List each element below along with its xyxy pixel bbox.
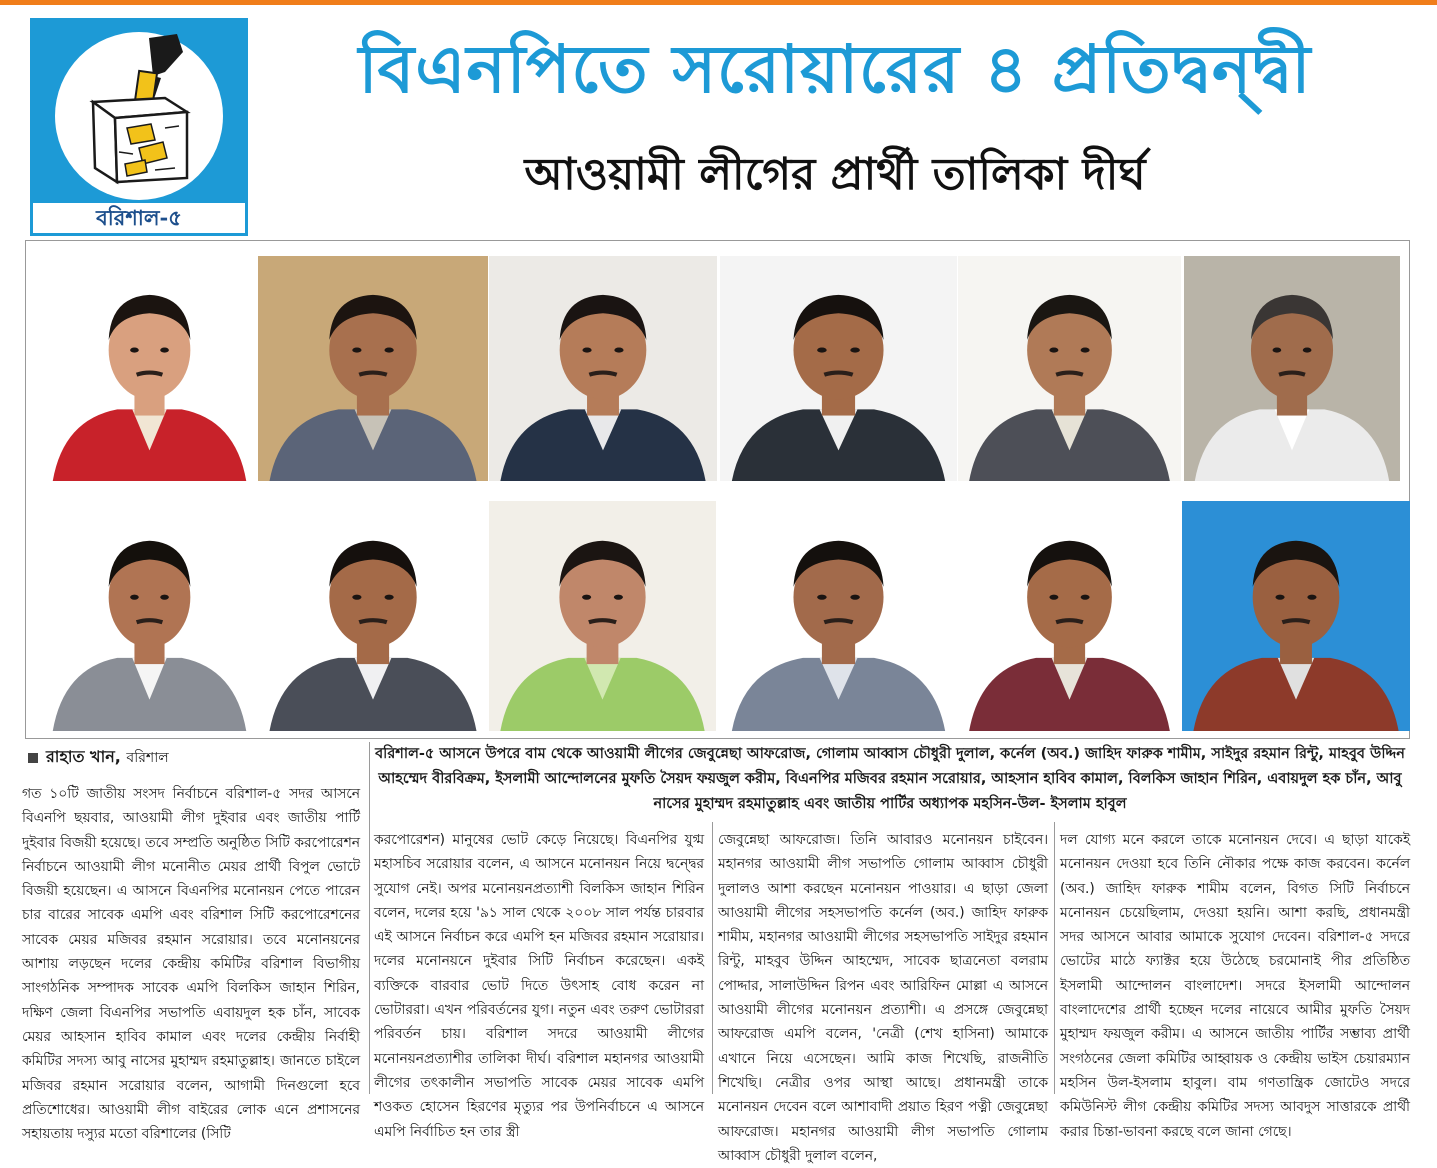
article-column-1	[22, 782, 360, 1143]
photo-4	[720, 256, 957, 481]
photo-9	[489, 501, 716, 731]
photo-6	[1184, 256, 1400, 481]
section-logo	[30, 18, 248, 236]
photo-8	[258, 501, 488, 731]
photo-7	[42, 501, 257, 731]
article-column-2	[374, 828, 704, 1140]
article-paragraph: করপোরেশন) মানুষের ভোট কেড়ে নিয়েছে। বিএনপির যুগ্ম মহাসচিব সরোয়ার বলেন, এ আসনে মনোনয়ন নিয়ে দ্বন্দ্বের সুযোগ নেই। অপর মনোনয়নপ্রত্যাশী বিলকিস জাহান শিরিন বলেন, দলের হয়ে '৯১ সাল থেকে ২০০৮ সাল পর্যন্ত চারবার এই আসনে নির্বাচন করে এমপি হন মজিবর রহমান সরোয়ার। দলের মনোনয়নে দুইবার সিটি নির্বাচন করেছেন। একই ব্যক্তিকে বারবার ভোট দিতে উৎসাহ বোধ করেন না ভোটাররা। এখন পরিবর্তনের যুগ। নতুন এবং তরুণ ভোটাররা পরিবর্তন চায়। বরিশাল সদরে আওয়ামী লীগের মনোনয়নপ্রত্যাশীর তালিকা দীর্ঘ। বরিশাল মহানগর আওয়ামী লীগের তৎকালীন সভাপতি সাবেক মেয়র সাবেক এমপি শওকত হোসেন হিরণের মৃত্যুর পর উপনির্বাচনে এ আসনে এমপি নির্বাচিত হন তার স্ত্রী	[374, 832, 704, 1140]
article-column-3	[718, 828, 1048, 1164]
photo-1	[42, 256, 257, 481]
top-accent-rule	[0, 0, 1437, 5]
column-divider	[369, 742, 370, 1094]
article-paragraph: গত ১০টি জাতীয় সংসদ নির্বাচনে বরিশাল-৫ সদর আসনে বিএনপি ছয়বার, আওয়ামী লীগ দুইবার এবং জাতীয় পার্টি দুইবার বিজয়ী হয়েছে। তবে সম্প্রতি অনুষ্ঠিত সিটি করপোরেশন নির্বাচনে আওয়ামী লীগ মনোনীত মেয়র প্রার্থী বিপুল ভোটে বিজয়ী হয়েছেন। এ আসনে বিএনপির মনোনয়ন পেতে পারেন চার বারের সাবেক এমপি এবং বরিশাল সিটি করপোরেশনের সাবেক মেয়র মজিবর রহমান সরোয়ার। তবে মনোনয়নের আশায় লড়ছেন দলের কেন্দ্রীয় কমিটির বরিশাল বিভাগীয় সাংগঠনিক সম্পাদক সাবেক এমপি বিলকিস জাহান শিরিন, দক্ষিণ জেলা বিএনপির সভাপতি এবায়দুল হক চাঁন, সাবেক মেয়র আহসান হাবিব কামাল এবং দলের কেন্দ্রীয় নির্বাহী কমিটির সদস্য আবু নাসের মুহাম্মদ রহমাতুল্লাহ। জানতে চাইলে মজিবর রহমান সরোয়ার বলেন, আগামী দিনগুলো হবে প্রতিশোধের। আওয়ামী লীগ বাইরের লোক এনে প্রশাসনের সহায়তায় দস্যুর মতো বরিশালের (সিটি	[22, 786, 360, 1143]
column-divider	[712, 822, 713, 1094]
photo-11	[958, 501, 1181, 731]
photo-10	[720, 501, 957, 731]
byline-author: রাহাত খান,	[46, 747, 121, 766]
article-paragraph: দল যোগ্য মনে করলে তাকে মনোনয়ন দেবে। এ ছাড়া যাকেই মনোনয়ন দেওয়া হবে তিনি নৌকার পক্ষে কাজ করবেন। কর্নেল (অব.) জাহিদ ফারুক শামীম বলেন, বিগত সিটি নির্বাচনে মনোনয়ন চেয়েছিলাম, দেওয়া হয়নি। আশা করছি, প্রধানমন্ত্রী সদর আসনে আবার আমাকে সুযোগ দেবেন। বরিশাল-৫ সদরে ভোটের মাঠে ফ্যাক্টর হয়ে উঠেছে চরমোনাই পীর প্রতিষ্ঠিত ইসলামী আন্দোলন বাংলাদেশ। সদরে ইসলামী আন্দোলন বাংলাদেশের প্রার্থী হচ্ছেন দলের নায়েবে আমীর মুফতি সৈয়দ মুহাম্মদ ফয়জুল করীম। এ আসনে জাতীয় পার্টির সম্ভাব্য প্রার্থী সংগঠনের জেলা কমিটির আহ্বায়ক ও কেন্দ্রীয় ভাইস চেয়ারম্যান মহসিন উল-ইসলাম হাবুল। বাম গণতান্ত্রিক জোটেও সদরে কমিউনিস্ট লীগ কেন্দ্রীয় কমিটির সদস্য আবদুস সাত্তারকে প্রার্থী করার চিন্তা-ভাবনা করছে বলে জানা গেছে।	[1060, 832, 1410, 1140]
photo-5	[958, 256, 1181, 481]
subheadline: আওয়ামী লীগের প্রার্থী তালিকা দীর্ঘ	[524, 149, 1146, 200]
byline-square-icon	[28, 753, 38, 763]
byline	[28, 744, 368, 774]
headline: বিএনপিতে সরোয়ারের ৪ প্রতিদ্বন্দ্বী	[358, 30, 1312, 108]
constituency-label: বরিশাল-৫	[30, 200, 248, 236]
photo-2	[258, 256, 488, 481]
column-divider	[1054, 822, 1055, 1094]
article-column-4	[1060, 828, 1410, 1140]
ballot-box-icon	[55, 32, 223, 200]
byline-place: বরিশাল	[126, 750, 169, 766]
article-paragraph: জেবুন্নেছা আফরোজ। তিনি আবারও মনোনয়ন চাইবেন। মহানগর আওয়ামী লীগ সভাপতি গোলাম আব্বাস চৌধুরী দুলালও আশা করছেন মনোনয়ন পাওয়ার। এ ছাড়া জেলা আওয়ামী লীগের সহসভাপতি কর্নেল (অব.) জাহিদ ফারুক শামীম, মহানগর আওয়ামী লীগের সহসভাপতি সাইদুর রহমান রিন্টু, মাহবুব উদ্দিন আহম্মেদ, সাবেক ছাত্রনেতা বলরাম পোদ্দার, সালাউদ্দিন রিপন এবং আরিফিন মোল্লা এ আসনে আওয়ামী লীগের মনোনয়ন প্রত্যাশী। এ প্রসঙ্গে জেবুন্নেছা আফরোজ এমপি বলেন, 'নেত্রী (শেখ হাসিনা) আমাকে এখানে নিয়ে এসেছেন। আমি কাজ শিখেছি, রাজনীতি শিখেছি। নেত্রীর ওপর আস্থা আছে। প্রধানমন্ত্রী তাকে মনোনয়ন দেবেন বলে আশাবাদী প্রয়াত হিরণ পত্নী জেবুন্নেছা আফরোজ। মহানগর আওয়ামী লীগ সভাপতি গোলাম আব্বাস চৌধুরী দুলাল বলেন,	[718, 832, 1048, 1164]
photo-3	[489, 256, 717, 481]
candidate-photo-grid	[25, 240, 1410, 739]
photo-caption: বরিশাল-৫ আসনে উপরে বাম থেকে আওয়ামী লীগের জেবুন্নেছা আফরোজ, গোলাম আব্বাস চৌধুরী দুলাল, কর্নেল (অব.) জাহিদ ফারুক শামীম, সাইদুর রহমান রিন্টু, মাহবুব উদ্দিন আহম্মেদ বীরবিক্রম, ইসলামী আন্দোলনের মুফতি সৈয়দ ফয়জুল করীম, বিএনপির মজিবর রহমান সরোয়ার, আহসান হাবিব কামাল, বিলকিস জাহান শিরিন, এবায়দুল হক চাঁন, আবু নাসের মুহাম্মদ রহমাতুল্লাহ এবং জাতীয় পার্টির অধ্যাপক মহসিন-উল- ইসলাম হাবুল	[375, 746, 1405, 812]
photo-12	[1182, 501, 1410, 731]
